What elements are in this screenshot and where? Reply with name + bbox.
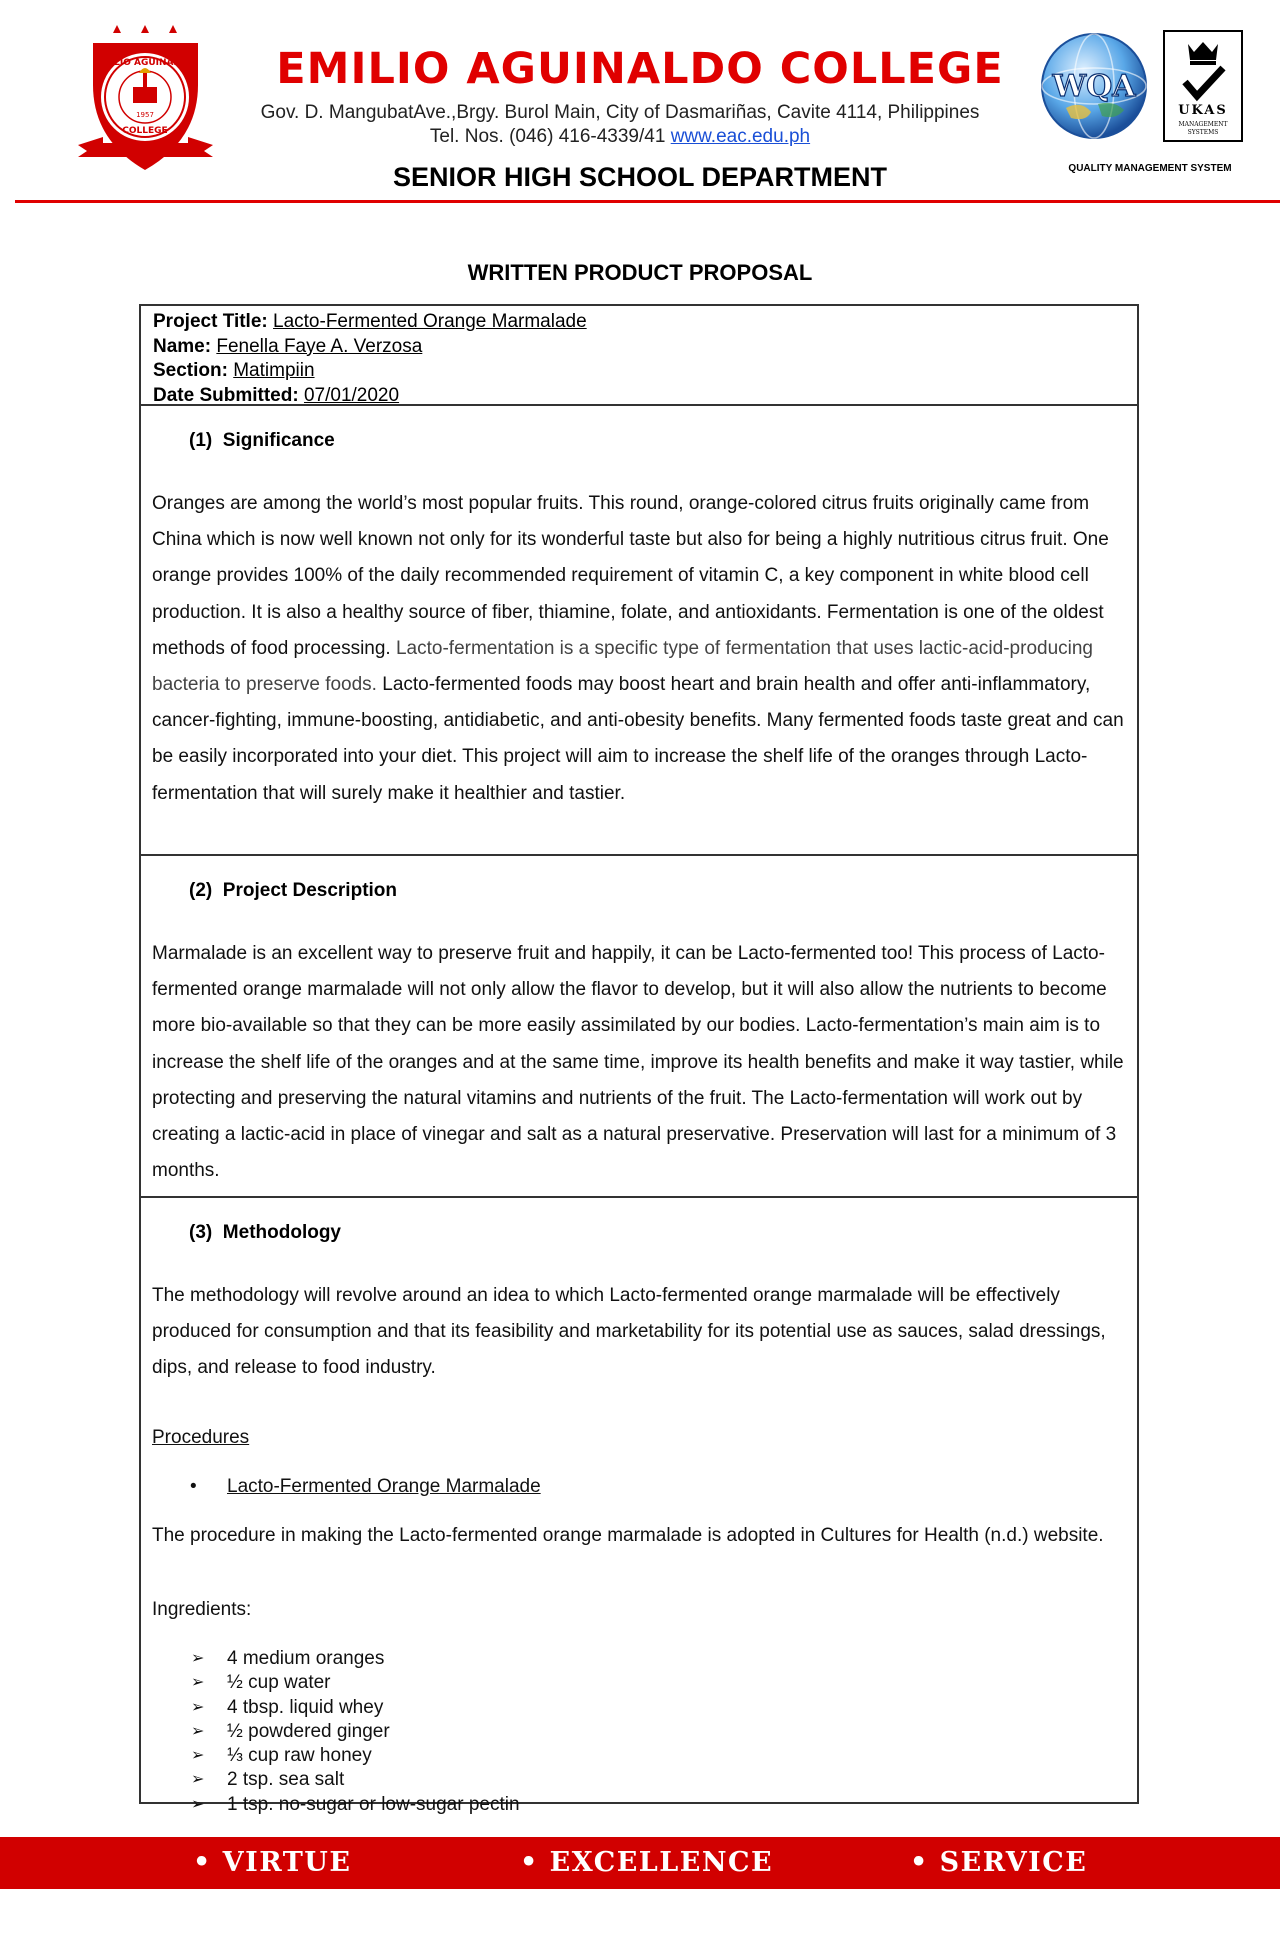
website-link[interactable]: www.eac.edu.ph <box>670 126 811 147</box>
svg-text:COLLEGE: COLLEGE <box>122 126 168 136</box>
ingredients-list <box>152 1647 1127 1817</box>
section-number: (3) <box>189 1222 213 1243</box>
section-number: (2) <box>189 880 213 901</box>
project-title-label: Project Title: <box>153 311 268 332</box>
date-row <box>153 384 1125 409</box>
significance-text-b: Lacto-fermentation is a specific type of fermentation that uses lactic-acid-producing bacteria to preserve foods. <box>152 637 1094 696</box>
significance-section <box>141 406 1137 856</box>
ingredient-text: 1 tsp. no-sugar or low-sugar pectin <box>227 1793 520 1815</box>
section-heading-text: Project Description <box>222 880 398 901</box>
college-address: Gov. D. MangubatAve.,Brgy. Burol Main, City of Dasmariñas, Cavite 4114, Philippines <box>260 102 980 123</box>
footer-excellence <box>520 1837 773 1889</box>
description-paragraph: Marmalade is an excellent way to preserve fruit and happily, it can be Lacto-fermented too! This process of Lacto-fermented orange marmalade will not only allow the flavor to develop, but it will also allow the nutrients to become more bio-available so that they can be more easily assimilated by our bodies. Lacto-fermentation’s main aim is to increase the shelf life of the oranges and at the same time, improve its health benefits and make it way tastier, while protecting and preserving the natural vitamins and nutrients of the fruit. The Lacto-fermentation will work out by creating a lactic-acid in place of vinegar and salt as a natural preservative. Preservation will last for a minimum of 3 months. <box>152 943 1124 1182</box>
svg-text:UKAS: UKAS <box>1178 103 1228 118</box>
ingredient-text: 2 tsp. sea salt <box>227 1769 345 1791</box>
section-heading-text: Methodology <box>222 1222 341 1243</box>
bullet-dot: • <box>190 1476 197 1497</box>
list-item <box>152 1768 1127 1792</box>
svg-text:WQA: WQA <box>1052 69 1136 104</box>
arrow-bullet-icon: ➢ <box>191 1795 205 1813</box>
ingredient-text: ½ cup water <box>227 1672 331 1694</box>
footer-word-text: SERVICE <box>939 1847 1088 1878</box>
section-value: Matimpiin <box>233 360 315 381</box>
list-item <box>152 1744 1127 1768</box>
methodology-heading <box>189 1222 341 1244</box>
significance-text-c: Lacto-fermented foods may boost heart and brain health and offer anti-inflammatory, cancer-fighting, immune-boosting, antidiabetic, and anti-obesity benefits. Many fermented foods taste great and can be easily incorporated into your diet. This project will aim to increase the shelf life of the oranges through Lacto-fermentation that will surely make it healthier and tastier. <box>152 674 1124 804</box>
name-label: Name: <box>153 335 212 357</box>
list-item <box>152 1647 1127 1671</box>
arrow-bullet-icon: ➢ <box>191 1747 205 1765</box>
department-title: SENIOR HIGH SCHOOL DEPARTMENT <box>392 162 888 192</box>
ingredient-text: ⅓ cup raw honey <box>227 1745 372 1767</box>
ingredients-label: Ingredients: <box>152 1599 252 1620</box>
college-name: EMILIO AGUINALDO COLLEGE <box>276 44 1004 94</box>
svg-text:EMILIO AGUINALDO: EMILIO AGUINALDO <box>95 58 195 68</box>
arrow-bullet-icon: ➢ <box>191 1722 205 1740</box>
significance-text-a: Oranges are among the world’s most popular fruits. This round, orange-colored citrus fruits originally came from China which is now well known not only for its wonderful taste but also for being a highly nutritious citrus fruit. One orange provides 100% of the daily recommended requirement of vitamin C, a key component in white blood cell production. It is also a healthy source of fiber, thiamine, folate, and antioxidants. Fermentation is one of the oldest methods of food processing. <box>152 493 1109 659</box>
ukas-logo <box>1163 30 1243 142</box>
section-row <box>153 359 1125 384</box>
ingredient-text: 4 tbsp. liquid whey <box>227 1696 384 1718</box>
telephone-line <box>205 126 1035 148</box>
section-number: (1) <box>189 430 213 451</box>
name-row <box>153 335 1125 360</box>
list-item <box>152 1696 1127 1720</box>
college-seal-logo <box>73 25 218 175</box>
ingredients-list-container <box>152 1647 1127 1817</box>
list-item <box>152 1793 1127 1817</box>
methodology-paragraph: The methodology will revolve around an idea to which Lacto-fermented orange marmalade will be effectively produced for consumption and that its feasibility and marketability for its potential use as sauces, salad dressings, dips, and release to food industry. <box>152 1285 1106 1379</box>
procedure-item-label: Lacto-Fermented Orange Marmalade <box>227 1476 541 1497</box>
date-value: 07/01/2020 <box>303 384 400 406</box>
wqa-globe-logo <box>1036 30 1152 142</box>
svg-text:1957: 1957 <box>136 111 154 119</box>
footer-word-text: EXCELLENCE <box>549 1847 774 1878</box>
header-divider <box>15 200 1280 203</box>
ingredient-text: 4 medium oranges <box>227 1648 385 1669</box>
procedures-label: Procedures <box>152 1427 250 1448</box>
footer-bullet: • <box>910 1847 929 1878</box>
arrow-bullet-icon: ➢ <box>191 1674 205 1692</box>
svg-text:MANAGEMENT: MANAGEMENT <box>1178 121 1228 128</box>
ingredient-text: ½ powdered ginger <box>227 1720 390 1742</box>
footer-service <box>910 1837 1087 1889</box>
list-item <box>152 1671 1127 1695</box>
document-title: WRITTEN PRODUCT PROPOSAL <box>467 260 813 285</box>
project-title-value: Lacto-Fermented Orange Marmalade <box>273 311 587 332</box>
footer-bullet: • <box>520 1847 539 1878</box>
date-label: Date Submitted: <box>153 384 299 406</box>
proposal-table <box>139 304 1139 1815</box>
description-heading <box>189 880 397 902</box>
arrow-bullet-icon: ➢ <box>191 1771 205 1789</box>
list-item <box>152 1720 1127 1744</box>
footer-word-text: VIRTUE <box>222 1847 352 1878</box>
significance-paragraph <box>152 486 1127 812</box>
section-heading-text: Significance <box>222 430 335 451</box>
methodology-section <box>141 1198 1137 1815</box>
footer-bullet: • <box>193 1847 212 1878</box>
project-title-row <box>153 310 1125 335</box>
name-value: Fenella Faye A. Verzosa <box>216 335 423 357</box>
quality-management-label: QUALITY MANAGEMENT SYSTEM <box>1068 163 1232 174</box>
project-description-section <box>141 856 1137 1198</box>
significance-heading <box>189 430 335 452</box>
telephone-numbers: Tel. Nos. (046) 416-4339/41 <box>429 126 671 147</box>
project-info-section <box>141 306 1137 406</box>
svg-text:SYSTEMS: SYSTEMS <box>1187 129 1219 136</box>
section-label: Section: <box>153 360 228 381</box>
arrow-bullet-icon: ➢ <box>191 1650 205 1667</box>
footer-virtue <box>193 1837 351 1889</box>
arrow-bullet-icon: ➢ <box>191 1698 205 1716</box>
procedure-source-text: The procedure in making the Lacto-fermented orange marmalade is adopted in Cultures for Health (n.d.) website. <box>152 1525 1104 1546</box>
